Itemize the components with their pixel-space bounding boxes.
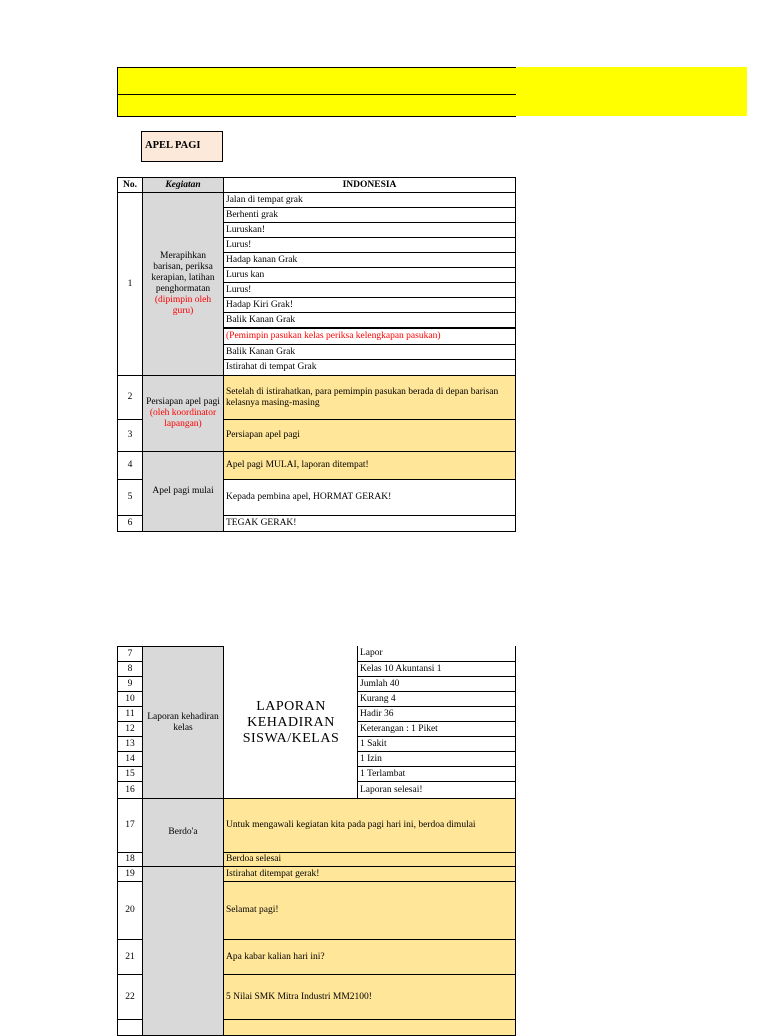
row-number: 13 [117, 736, 143, 752]
row-number-21: 21 [117, 939, 143, 975]
list-item: Lurus! [223, 282, 516, 298]
list-item: Hadap kanan Grak [223, 252, 516, 268]
table-row: Persiapan apel pagi [223, 419, 516, 452]
table-row: TEGAK GERAK! [223, 515, 516, 532]
row-number-3: 3 [117, 419, 143, 452]
list-item: 1 Terlambat [357, 766, 516, 782]
row-number-22: 22 [117, 974, 143, 1020]
row-number-18: 18 [117, 852, 143, 867]
row-number-17: 17 [117, 798, 143, 853]
list-item: Lapor [357, 646, 516, 662]
table-row: Untuk mengawali kegiatan kita pada pagi hari ini, berdoa dimulai [223, 798, 516, 853]
group-persiapan-apel [142, 375, 224, 452]
row-number-2: 2 [117, 375, 143, 420]
header-banner [117, 67, 747, 116]
list-item: Lurus! [223, 237, 516, 253]
list-item: 1 Izin [357, 751, 516, 767]
list-item: Lurus kan [223, 267, 516, 283]
row-number-next [117, 1019, 143, 1036]
row-number: 8 [117, 661, 143, 677]
banner-divider [117, 94, 516, 95]
group-merapihkan-barisan [142, 192, 224, 376]
group-apel-pagi-mulai: Apel pagi mulai [142, 451, 224, 532]
section-label-apel-pagi: APEL PAGI [141, 131, 223, 162]
row-number: 15 [117, 766, 143, 782]
list-item: Berhenti grak [223, 207, 516, 223]
banner-border-left [117, 67, 118, 117]
list-item: Jalan di tempat grak [223, 192, 516, 208]
list-item: Istirahat di tempat Grak [223, 359, 516, 376]
header-indonesia: INDONESIA [223, 177, 516, 193]
header-no: No. [117, 177, 143, 193]
row-number-4: 4 [117, 451, 143, 480]
table-row: Apel pagi MULAI, laporan ditempat! [223, 451, 516, 480]
row-number: 11 [117, 706, 143, 722]
table-row: Kepada pembina apel, HORMAT GERAK! [223, 479, 516, 516]
row-number-5: 5 [117, 479, 143, 516]
list-item: Laporan selesai! [357, 781, 516, 799]
group-laporan-kehadiran: Laporan kehadiran kelas [142, 646, 224, 799]
laporan-title: LAPORAN KEHADIRAN SISWA/KELAS [242, 698, 340, 746]
row-number-19: 19 [117, 866, 143, 882]
table-row: Selamat pagi! [223, 881, 516, 940]
table-row: Setelah di istirahatkan, para pemimpin pasukan berada di depan barisan kelasnya masing-masing [223, 375, 516, 420]
row-number-20: 20 [117, 881, 143, 940]
list-item-note: (Pemimpin pasukan kelas periksa kelengkapan pasukan) [223, 328, 516, 345]
row-number-6: 6 [117, 515, 143, 532]
banner-border-bottom [117, 116, 516, 117]
row-number: 9 [117, 676, 143, 692]
group-merapihkan-label: Merapihkan barisan, periksa kerapian, latihan penghormatan [151, 251, 215, 294]
banner-border-top [117, 67, 516, 68]
header-kegiatan: Kegiatan [142, 177, 224, 193]
table-row: Istirahat ditempat gerak! [223, 866, 516, 882]
group-berdoa: Berdo'a [142, 798, 224, 867]
list-item: 1 Sakit [357, 736, 516, 752]
table-row: Berdoa selesai [223, 852, 516, 867]
row-number: 12 [117, 721, 143, 737]
list-item: Keterangan : 1 Piket [357, 721, 516, 737]
table-row: Apa kabar kalian hari ini? [223, 939, 516, 975]
list-item: Luruskan! [223, 222, 516, 238]
list-item: Jumlah 40 [357, 676, 516, 692]
row-number-1: 1 [117, 192, 143, 376]
list-item: Balik Kanan Grak [223, 344, 516, 360]
table-row-next [223, 1019, 516, 1036]
table-row: 5 Nilai SMK Mitra Industri MM2100! [223, 974, 516, 1020]
group-merapihkan-note: (dipimpin oleh guru) [154, 295, 212, 316]
group-persiapan-note: (oleh koordinator lapangan) [149, 408, 217, 429]
row-number: 10 [117, 691, 143, 707]
row-number: 7 [117, 646, 143, 662]
row-number: 14 [117, 751, 143, 767]
group-persiapan-label: Persiapan apel pagi [146, 397, 220, 407]
list-item: Hadap Kiri Grak! [223, 297, 516, 313]
list-item: Hadir 36 [357, 706, 516, 722]
group-unlabeled [142, 866, 224, 1036]
list-item: Kelas 10 Akuntansi 1 [357, 661, 516, 677]
list-item: Balik Kanan Grak [223, 312, 516, 328]
list-item: Kurang 4 [357, 691, 516, 707]
row-number: 16 [117, 781, 143, 799]
